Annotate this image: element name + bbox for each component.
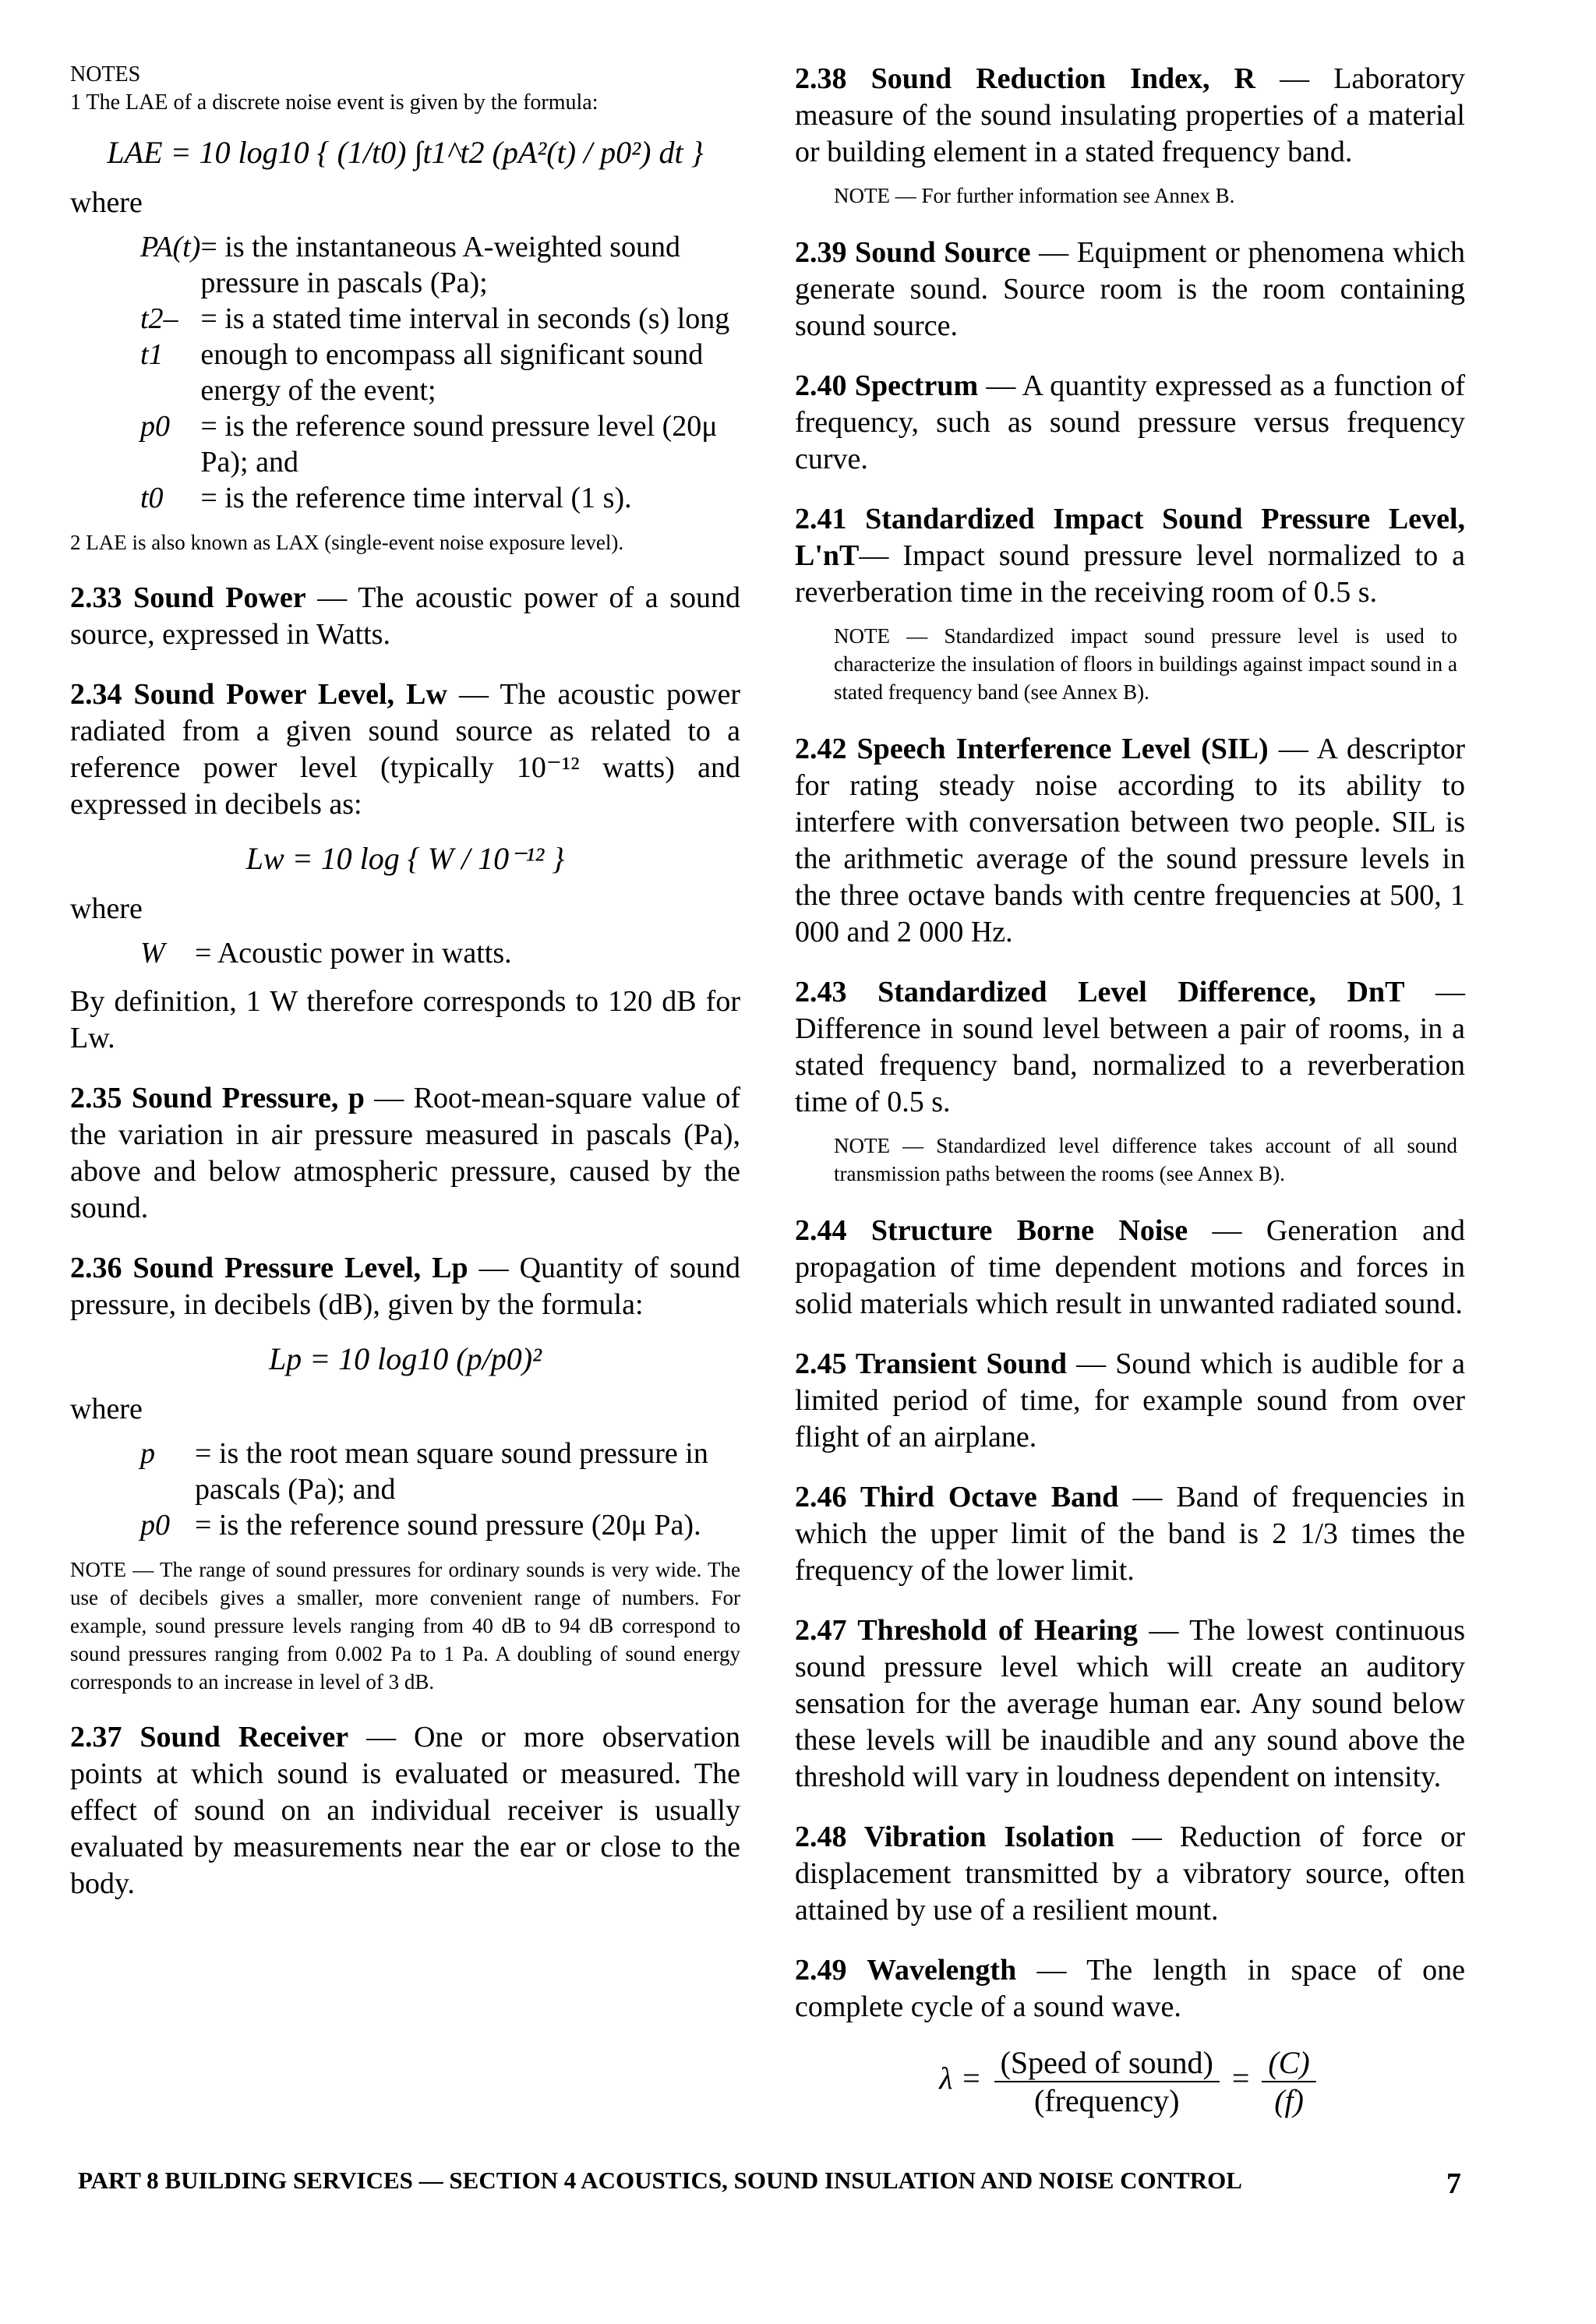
- variable-definition: = is a stated time interval in seconds (s) long enough to encompass all significant sound energy of the event;: [200, 302, 730, 407]
- text-2-37: — One or more observation points at which sound is evaluated or measured. The effect of sound on an individual receiver is usually evaluated by measurements near the ear or close to the body.: [70, 1721, 740, 1900]
- definition-2-40: [795, 368, 1465, 478]
- wavelength-numerator-1: (Speed of sound): [994, 2044, 1220, 2082]
- definition-2-41: [795, 501, 1465, 611]
- formula-lw: Lw = 10 log { W / 10⁻¹² }: [245, 841, 565, 876]
- formula-wavelength: [795, 2044, 1465, 2119]
- definition-2-39: [795, 235, 1465, 344]
- note-2: 2 LAE is also known as LAX (single-event noise exposure level).: [70, 531, 624, 554]
- term-2-43: 2.43 Standardized Level Difference, DnT: [795, 976, 1405, 1008]
- variables-table-lae: [140, 229, 748, 516]
- variable-symbol: p: [140, 1437, 155, 1470]
- left-column: [70, 61, 740, 1926]
- definition-2-44: [795, 1213, 1465, 1323]
- text-2-44: — Generation and propagation of time dependent motions and forces in solid materials which result in unwanted radiated sound.: [795, 1214, 1465, 1320]
- wavelength-denominator-2: (f): [1274, 2083, 1304, 2118]
- formula-lae: LAE = 10 log10 { (1/t0) ∫t1^t2 (pA²(t) / p0²) dt }: [107, 135, 704, 170]
- variable-definition: = is the reference sound pressure (20μ Pa).: [195, 1509, 701, 1542]
- variable-definition: = is the reference sound pressure level (20μ Pa); and: [200, 410, 718, 479]
- definition-2-47: [795, 1612, 1465, 1796]
- note-1-intro: 1 The LAE of a discrete noise event is given by the formula:: [70, 90, 598, 115]
- variable-row: [140, 935, 748, 971]
- definition-2-35: [70, 1080, 740, 1227]
- definition-2-46: [795, 1479, 1465, 1589]
- definition-2-42: [795, 731, 1465, 951]
- wavelength-numerator-2: (C): [1262, 2044, 1315, 2082]
- text-2-42: — A descriptor for rating steady noise according to its ability to interfere with conversation between two people. SIL is the arithmetic average of the sound pressure levels in the three octave bands with centre frequencies at 500, 1 000 and 2 000 Hz.: [795, 733, 1465, 948]
- text-2-34: — The acoustic power radiated from a given sound source as related to a reference power level (typically 10⁻¹² watts) and expressed in decibels as:: [70, 678, 740, 821]
- by-definition-text: By definition, 1 W therefore corresponds to 120 dB for Lw.: [70, 985, 740, 1054]
- term-2-34: 2.34 Sound Power Level, Lw: [70, 678, 447, 711]
- definition-2-38: [795, 61, 1465, 171]
- text-2-41: — Impact sound pressure level normalized to a reverberation time in the receiving room of 0.5 s.: [795, 539, 1465, 609]
- where-label-2: where: [70, 892, 143, 925]
- wavelength-denominator-1: (frequency): [1033, 2083, 1180, 2118]
- term-2-39: 2.39 Sound Source: [795, 236, 1031, 269]
- text-2-49: — The length in space of one complete cycle of a sound wave.: [795, 1954, 1465, 2023]
- right-column: [795, 61, 1465, 2133]
- definition-2-45: [795, 1346, 1465, 1456]
- variable-row: [140, 480, 748, 516]
- definition-2-33: [70, 580, 740, 653]
- variable-symbol: p0: [140, 1509, 170, 1542]
- page-number: 7: [1446, 2167, 1461, 2200]
- variable-symbol: t0: [140, 482, 164, 514]
- definition-2-36: [70, 1250, 740, 1323]
- term-2-45: 2.45 Transient Sound: [795, 1347, 1068, 1380]
- term-2-33: 2.33 Sound Power: [70, 581, 306, 614]
- text-2-43: — Difference in sound level between a pair of rooms, in a stated frequency band, normalized to a reverberation time of 0.5 s.: [795, 976, 1466, 1118]
- text-2-45: — Sound which is audible for a limited period of time, for example sound from over flight of an airplane.: [795, 1347, 1465, 1453]
- wavelength-fraction-2: [1262, 2044, 1315, 2119]
- term-2-40: 2.40 Spectrum: [795, 369, 979, 402]
- definition-2-37: [70, 1719, 740, 1902]
- variable-definition: = is the instantaneous A-weighted sound pressure in pascals (Pa);: [200, 231, 681, 299]
- wavelength-fraction-1: [994, 2044, 1220, 2119]
- variable-row: [140, 408, 748, 480]
- term-2-37: 2.37 Sound Receiver: [70, 1721, 349, 1754]
- variables-lae: [140, 229, 748, 516]
- text-2-40: — A quantity expressed as a function of frequency, such as sound pressure versus frequency curve.: [795, 369, 1465, 475]
- variable-symbol: t2–t1: [140, 302, 178, 371]
- variable-symbol: W: [140, 937, 165, 970]
- variable-row: [140, 1436, 748, 1507]
- notes-heading: NOTES: [70, 62, 141, 87]
- term-2-41: 2.41 Standardized Impact Sound Pressure Level, L'nT: [795, 503, 1465, 572]
- variable-symbol: p0: [140, 410, 170, 443]
- term-2-42: 2.42 Speech Interference Level (SIL): [795, 733, 1269, 765]
- variable-row: [140, 301, 748, 408]
- definition-2-34: [70, 676, 740, 823]
- definition-2-43: [795, 974, 1465, 1121]
- term-2-38: 2.38 Sound Reduction Index, R: [795, 62, 1256, 95]
- text-2-48: — Reduction of force or displacement transmitted by a vibratory source, often attained by use of a resilient mount.: [795, 1821, 1466, 1927]
- text-2-35: — Root-mean-square value of the variation in air pressure measured in pascals (Pa), above and below atmospheric pressure, caused by the sound.: [70, 1082, 741, 1224]
- variables-lp: [140, 1436, 748, 1543]
- where-label: where: [70, 186, 143, 219]
- term-2-48: 2.48 Vibration Isolation: [795, 1821, 1115, 1853]
- variable-definition: = Acoustic power in watts.: [195, 937, 512, 970]
- text-2-38: — Laboratory measure of the sound insulating properties of a material or building element in a stated frequency band.: [795, 62, 1466, 168]
- note-2-43: NOTE — Standardized level difference takes account of all sound transmission paths between the rooms (see Annex B).: [834, 1134, 1457, 1185]
- note-2-36: NOTE — The range of sound pressures for ordinary sounds is very wide. The use of decibels gives a smaller, more convenient range of numbers. For example, sound pressure levels ranging from 40 dB to 94 dB correspond to sound pressures ranging from 0.002 Pa to 1 Pa. A doubling of sound energy corresponds to an increase in level of 3 dB.: [70, 1558, 740, 1694]
- text-2-47: — The lowest continuous sound pressure level which will create an auditory sensation for the average human ear. Any sound below these levels will be inaudible and any sound above the threshold will vary in loudness dependent on intensity.: [795, 1614, 1465, 1793]
- wavelength-lhs: λ =: [939, 2061, 982, 2096]
- wavelength-equals: =: [1231, 2061, 1250, 2096]
- variable-row: [140, 1507, 748, 1543]
- footer-title: PART 8 BUILDING SERVICES — SECTION 4 ACOUSTICS, SOUND INSULATION AND NOISE CONTROL: [78, 2167, 1242, 2194]
- term-2-44: 2.44 Structure Borne Noise: [795, 1214, 1188, 1247]
- text-2-36: — Quantity of sound pressure, in decibels (dB), given by the formula:: [70, 1252, 740, 1321]
- text-2-39: — Equipment or phenomena which generate sound. Source room is the room containing sound source.: [795, 236, 1465, 342]
- term-2-49: 2.49 Wavelength: [795, 1954, 1017, 1987]
- term-2-47: 2.47 Threshold of Hearing: [795, 1614, 1138, 1647]
- text-2-33: — The acoustic power of a sound source, expressed in Watts.: [70, 581, 740, 651]
- variable-row: [140, 229, 748, 301]
- definition-2-49: [795, 1952, 1465, 2026]
- text-2-46: — Band of frequencies in which the upper limit of the band is 2 1/3 times the frequency of the lower limit.: [795, 1481, 1465, 1587]
- note-2-41: NOTE — Standardized impact sound pressure level is used to characterize the insulation of floors in buildings against impact sound in a stated frequency band (see Annex B).: [834, 624, 1457, 704]
- where-label-3: where: [70, 1393, 143, 1425]
- term-2-35: 2.35 Sound Pressure, p: [70, 1082, 365, 1114]
- variable-symbol: PA(t): [140, 231, 201, 263]
- variable-definition: = is the reference time interval (1 s).: [200, 482, 632, 514]
- formula-lp: Lp = 10 log10 (p/p0)²: [268, 1341, 542, 1376]
- page-footer: [78, 2167, 1461, 2201]
- term-2-46: 2.46 Third Octave Band: [795, 1481, 1119, 1513]
- variables-lw: [140, 935, 748, 971]
- term-2-36: 2.36 Sound Pressure Level, Lp: [70, 1252, 468, 1284]
- variable-definition: = is the root mean square sound pressure in pascals (Pa); and: [195, 1437, 708, 1506]
- variables-table-lp: [140, 1436, 748, 1543]
- note-2-38: NOTE — For further information see Annex B.: [834, 184, 1235, 207]
- variables-table-lw: [140, 935, 748, 971]
- definition-2-48: [795, 1819, 1465, 1929]
